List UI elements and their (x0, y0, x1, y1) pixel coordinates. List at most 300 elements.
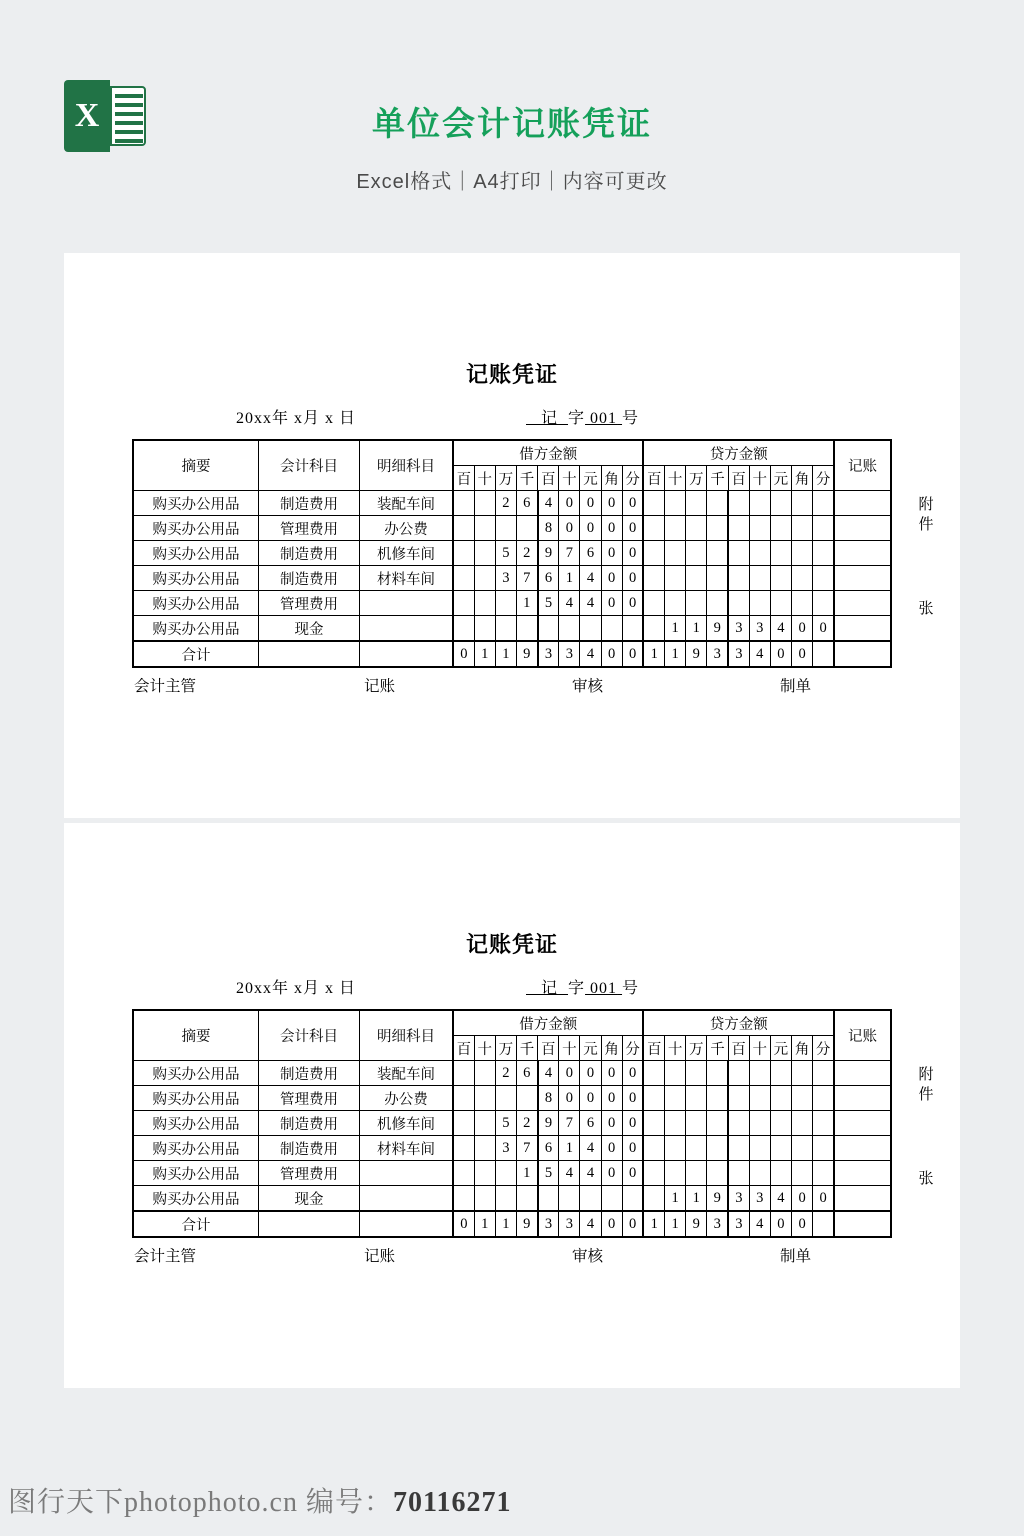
cell-digit: 0 (601, 491, 622, 516)
cell-digit (770, 566, 791, 591)
side-note-attachment: 附件 (918, 1067, 934, 1103)
cell-digit (749, 1136, 770, 1161)
cell-total-detail (360, 1211, 454, 1237)
signature-auditor: 审核 (572, 1248, 604, 1265)
voucher-number-prefix: 记 (541, 410, 559, 427)
cell-abstract: 购买办公用品 (133, 616, 259, 642)
cell-digit (707, 566, 728, 591)
cell-digit: 3 (495, 1136, 516, 1161)
cell-subject: 现金 (259, 616, 360, 642)
digit-header: 元 (770, 466, 791, 491)
cell-digit (728, 1136, 749, 1161)
cell-digit (770, 491, 791, 516)
cell-digit (813, 591, 834, 616)
cell-digit (728, 591, 749, 616)
cell-digit (665, 1136, 686, 1161)
cell-digit (474, 1161, 495, 1186)
cell-detail (360, 1161, 454, 1186)
cell-digit (453, 491, 474, 516)
cell-digit: 0 (813, 1186, 834, 1212)
col-register: 记账 (834, 440, 891, 491)
cell-digit: 0 (792, 616, 813, 642)
digit-header: 十 (474, 1036, 495, 1061)
cell-digit (622, 616, 643, 642)
cell-digit: 0 (601, 1086, 622, 1111)
cell-digit: 0 (622, 516, 643, 541)
cell-digit: 0 (601, 541, 622, 566)
cell-digit: 0 (601, 1111, 622, 1136)
cell-digit: 1 (665, 616, 686, 642)
cell-digit (792, 491, 813, 516)
cell-total-digit: 0 (601, 1211, 622, 1237)
cell-digit (686, 1086, 707, 1111)
cell-digit (643, 541, 664, 566)
cell-digit: 9 (707, 616, 728, 642)
cell-abstract: 购买办公用品 (133, 1161, 259, 1186)
cell-digit (813, 1086, 834, 1111)
cell-total-digit: 1 (474, 1211, 495, 1237)
signature-auditor: 审核 (572, 678, 604, 695)
voucher-number-suffix: 号 (622, 980, 640, 997)
watermark-text: 图行天下photophoto.cn 编号： (8, 1487, 393, 1518)
col-register: 记账 (834, 1010, 891, 1061)
table-header-row (133, 440, 891, 466)
cell-abstract: 购买办公用品 (133, 1061, 259, 1086)
voucher-number (526, 975, 639, 998)
cell-digit: 2 (516, 1111, 537, 1136)
cell-abstract: 购买办公用品 (133, 1111, 259, 1136)
cell-digit (580, 616, 601, 642)
cell-digit: 4 (559, 591, 580, 616)
table-row (133, 1061, 891, 1086)
cell-total-label: 合计 (133, 641, 259, 667)
cell-detail: 材料车间 (360, 566, 454, 591)
table-row (133, 616, 891, 642)
cell-digit (707, 1136, 728, 1161)
voucher-table-wrap-1 (132, 439, 934, 668)
cell-digit (749, 491, 770, 516)
col-credit: 贷方金额 (643, 440, 834, 466)
cell-digit: 2 (495, 491, 516, 516)
table-row (133, 1111, 891, 1136)
cell-digit (453, 1136, 474, 1161)
cell-total-digit: 9 (686, 641, 707, 667)
cell-digit (538, 1186, 559, 1212)
cell-digit (749, 1161, 770, 1186)
voucher-sheet-1 (64, 253, 960, 818)
cell-digit (453, 1086, 474, 1111)
cell-digit: 0 (580, 1061, 601, 1086)
cell-digit: 0 (601, 1061, 622, 1086)
table-row (133, 541, 891, 566)
cell-digit: 2 (516, 541, 537, 566)
cell-subject: 制造费用 (259, 566, 360, 591)
cell-total-digit: 4 (749, 641, 770, 667)
cell-digit: 4 (538, 491, 559, 516)
cell-detail: 装配车间 (360, 491, 454, 516)
cell-digit: 0 (559, 1061, 580, 1086)
cell-digit (516, 616, 537, 642)
cell-digit (728, 1111, 749, 1136)
cell-digit: 1 (559, 1136, 580, 1161)
digit-header: 十 (559, 466, 580, 491)
cell-digit (495, 1161, 516, 1186)
digit-header: 角 (601, 466, 622, 491)
table-row (133, 1186, 891, 1212)
voucher-sheet-2 (64, 823, 960, 1388)
cell-digit: 7 (559, 541, 580, 566)
digit-header: 万 (686, 466, 707, 491)
cell-digit: 0 (622, 491, 643, 516)
cell-digit: 0 (559, 491, 580, 516)
table-header-row (133, 1010, 891, 1036)
cell-digit: 4 (770, 1186, 791, 1212)
cell-digit (453, 1111, 474, 1136)
cell-detail: 办公费 (360, 516, 454, 541)
digit-header: 十 (665, 1036, 686, 1061)
cell-total-digit: 1 (665, 641, 686, 667)
cell-digit (813, 566, 834, 591)
cell-digit (728, 516, 749, 541)
cell-digit (474, 566, 495, 591)
digit-header: 千 (707, 466, 728, 491)
cell-digit (474, 616, 495, 642)
cell-digit: 0 (601, 1136, 622, 1161)
cell-digit (643, 1186, 664, 1212)
cell-detail (360, 591, 454, 616)
digit-header: 十 (474, 466, 495, 491)
voucher-number-mid: 字 (568, 410, 586, 427)
table-total-row (133, 1211, 891, 1237)
page-title: 单位会计记账凭证 (372, 105, 652, 142)
cell-digit (749, 1111, 770, 1136)
cell-digit (792, 566, 813, 591)
digit-header: 分 (813, 1036, 834, 1061)
cell-digit: 4 (559, 1161, 580, 1186)
digit-header: 百 (643, 1036, 664, 1061)
voucher-table-wrap-2 (132, 1009, 934, 1238)
cell-total-register (834, 1211, 891, 1237)
cell-digit: 0 (601, 591, 622, 616)
cell-total-digit: 0 (792, 641, 813, 667)
cell-subject: 现金 (259, 1186, 360, 1212)
cell-digit (707, 591, 728, 616)
col-detail: 明细科目 (360, 440, 454, 491)
cell-digit: 5 (495, 1111, 516, 1136)
cell-digit: 3 (749, 1186, 770, 1212)
digit-header: 千 (516, 466, 537, 491)
cell-total-subject (259, 1211, 360, 1237)
cell-total-digit: 0 (453, 1211, 474, 1237)
cell-digit (643, 516, 664, 541)
cell-register (834, 516, 891, 541)
digit-header: 角 (792, 466, 813, 491)
signature-chief: 会计主管 (134, 678, 197, 695)
cell-digit: 7 (516, 1136, 537, 1161)
cell-total-digit: 0 (622, 1211, 643, 1237)
digit-header: 千 (516, 1036, 537, 1061)
cell-digit (622, 1186, 643, 1212)
cell-digit (770, 1061, 791, 1086)
cell-subject: 制造费用 (259, 1136, 360, 1161)
col-subject: 会计科目 (259, 440, 360, 491)
cell-digit: 0 (622, 1061, 643, 1086)
cell-digit (770, 1086, 791, 1111)
cell-subject: 制造费用 (259, 1111, 360, 1136)
voucher-date: 20xx年 x月 x 日 (236, 980, 357, 997)
cell-total-digit (813, 641, 834, 667)
col-abstract: 摘要 (133, 1010, 259, 1061)
cell-digit (770, 1111, 791, 1136)
cell-digit (770, 1136, 791, 1161)
voucher-title: 记账凭证 (465, 363, 558, 388)
cell-digit: 0 (559, 516, 580, 541)
cell-digit: 9 (538, 1111, 559, 1136)
digit-header: 万 (495, 1036, 516, 1061)
cell-digit (516, 516, 537, 541)
cell-digit: 0 (601, 566, 622, 591)
cell-digit (516, 1186, 537, 1212)
cell-digit (686, 1111, 707, 1136)
cell-digit: 3 (728, 1186, 749, 1212)
cell-digit (728, 1086, 749, 1111)
cell-digit: 2 (495, 1061, 516, 1086)
cell-detail: 材料车间 (360, 1136, 454, 1161)
cell-digit (580, 1186, 601, 1212)
cell-abstract: 购买办公用品 (133, 566, 259, 591)
cell-total-digit: 3 (707, 641, 728, 667)
cell-digit: 7 (559, 1111, 580, 1136)
cell-digit (538, 616, 559, 642)
col-subject: 会计科目 (259, 1010, 360, 1061)
cell-digit: 4 (580, 1136, 601, 1161)
cell-digit (495, 1086, 516, 1111)
cell-abstract: 购买办公用品 (133, 1186, 259, 1212)
cell-digit (474, 1136, 495, 1161)
voucher-number (526, 405, 639, 428)
digit-header: 角 (601, 1036, 622, 1061)
signature-row (132, 1244, 892, 1270)
cell-digit: 6 (580, 1111, 601, 1136)
cell-digit (643, 1136, 664, 1161)
cell-digit (665, 541, 686, 566)
cell-digit: 1 (686, 1186, 707, 1212)
cell-register (834, 616, 891, 642)
cell-digit (474, 516, 495, 541)
voucher-meta (64, 975, 960, 1009)
cell-digit (453, 616, 474, 642)
cell-digit (495, 1186, 516, 1212)
cell-digit (665, 1086, 686, 1111)
table-row (133, 516, 891, 541)
digit-header: 分 (622, 1036, 643, 1061)
cell-digit (770, 1161, 791, 1186)
cell-digit: 4 (580, 1161, 601, 1186)
cell-digit (707, 1061, 728, 1086)
cell-subject: 管理费用 (259, 591, 360, 616)
cell-register (834, 541, 891, 566)
cell-digit (665, 1061, 686, 1086)
voucher-number-value: 001 (590, 980, 618, 997)
signature-bookkeeper: 记账 (364, 1248, 396, 1265)
digit-header: 万 (495, 466, 516, 491)
cell-digit (686, 1161, 707, 1186)
excel-logo-icon (64, 80, 146, 152)
cell-total-digit: 1 (643, 641, 664, 667)
cell-digit (643, 616, 664, 642)
cell-digit: 6 (580, 541, 601, 566)
page-subtitle: Excel格式｜A4打印｜内容可更改 (356, 171, 668, 193)
cell-digit (707, 516, 728, 541)
cell-digit: 8 (538, 1086, 559, 1111)
cell-digit: 7 (516, 566, 537, 591)
cell-detail: 办公费 (360, 1086, 454, 1111)
cell-total-detail (360, 641, 454, 667)
cell-digit: 5 (495, 541, 516, 566)
cell-digit (665, 566, 686, 591)
voucher-date: 20xx年 x月 x 日 (236, 410, 357, 427)
cell-detail (360, 1186, 454, 1212)
cell-digit: 5 (538, 1161, 559, 1186)
cell-digit (643, 566, 664, 591)
cell-digit (686, 591, 707, 616)
cell-total-subject (259, 641, 360, 667)
cell-total-digit: 3 (559, 1211, 580, 1237)
cell-total-digit: 1 (495, 641, 516, 667)
cell-digit (686, 541, 707, 566)
cell-digit: 0 (622, 1086, 643, 1111)
signature-row (132, 674, 892, 700)
cell-total-digit: 3 (728, 1211, 749, 1237)
table-row (133, 1136, 891, 1161)
cell-digit (453, 1161, 474, 1186)
cell-total-digit: 9 (516, 641, 537, 667)
cell-digit (474, 1111, 495, 1136)
voucher-number-mid: 字 (568, 980, 586, 997)
cell-digit (453, 541, 474, 566)
cell-digit (728, 566, 749, 591)
cell-digit (749, 1086, 770, 1111)
cell-total-digit: 0 (770, 1211, 791, 1237)
cell-total-digit: 4 (580, 1211, 601, 1237)
cell-digit: 1 (516, 591, 537, 616)
voucher-number-value: 001 (590, 410, 618, 427)
cell-digit (792, 1136, 813, 1161)
col-debit: 借方金额 (453, 440, 643, 466)
digit-header: 十 (749, 466, 770, 491)
excel-logo-letter: X (64, 80, 110, 152)
cell-digit (749, 566, 770, 591)
cell-digit: 1 (516, 1161, 537, 1186)
cell-detail: 装配车间 (360, 1061, 454, 1086)
footer-watermark (0, 1480, 1024, 1526)
cell-digit (474, 1086, 495, 1111)
cell-abstract: 购买办公用品 (133, 1086, 259, 1111)
cell-total-digit: 3 (538, 641, 559, 667)
cell-digit (792, 516, 813, 541)
cell-digit (728, 1161, 749, 1186)
voucher-meta (64, 405, 960, 439)
cell-digit (813, 1061, 834, 1086)
cell-digit: 8 (538, 516, 559, 541)
cell-digit (559, 616, 580, 642)
cell-digit: 3 (728, 616, 749, 642)
cell-register (834, 1161, 891, 1186)
cell-total-digit: 3 (707, 1211, 728, 1237)
signature-preparer: 制单 (780, 1248, 812, 1265)
cell-digit (749, 541, 770, 566)
voucher-number-suffix: 号 (622, 410, 640, 427)
cell-digit: 0 (601, 516, 622, 541)
cell-digit: 4 (538, 1061, 559, 1086)
side-note-sheets: 张 (918, 1171, 934, 1187)
cell-digit (813, 541, 834, 566)
cell-register (834, 566, 891, 591)
cell-register (834, 491, 891, 516)
digit-header: 十 (559, 1036, 580, 1061)
cell-register (834, 591, 891, 616)
cell-digit: 5 (538, 591, 559, 616)
cell-digit (707, 1111, 728, 1136)
digit-header: 元 (580, 1036, 601, 1061)
cell-digit (516, 1086, 537, 1111)
cell-subject: 管理费用 (259, 1086, 360, 1111)
cell-total-digit: 4 (749, 1211, 770, 1237)
cell-abstract: 购买办公用品 (133, 516, 259, 541)
cell-digit (474, 541, 495, 566)
digit-header: 十 (665, 466, 686, 491)
cell-digit (559, 1186, 580, 1212)
cell-digit (813, 1136, 834, 1161)
cell-digit: 6 (538, 1136, 559, 1161)
cell-digit: 1 (559, 566, 580, 591)
digit-header: 分 (622, 466, 643, 491)
cell-digit (495, 616, 516, 642)
cell-digit (474, 591, 495, 616)
cell-digit: 0 (559, 1086, 580, 1111)
cell-register (834, 1061, 891, 1086)
digit-header: 百 (643, 466, 664, 491)
cell-digit (792, 541, 813, 566)
cell-digit: 6 (516, 491, 537, 516)
cell-digit (749, 1061, 770, 1086)
cell-digit (792, 1061, 813, 1086)
cell-detail: 机修车间 (360, 541, 454, 566)
table-total-row (133, 641, 891, 667)
cell-digit (792, 1111, 813, 1136)
cell-total-digit: 9 (516, 1211, 537, 1237)
cell-digit (643, 1161, 664, 1186)
cell-digit (707, 491, 728, 516)
cell-abstract: 购买办公用品 (133, 591, 259, 616)
cell-digit (728, 491, 749, 516)
cell-digit: 1 (686, 616, 707, 642)
cell-digit (643, 1061, 664, 1086)
cell-digit (665, 1111, 686, 1136)
cell-total-digit: 9 (686, 1211, 707, 1237)
cell-register (834, 1086, 891, 1111)
cell-detail (360, 616, 454, 642)
cell-digit: 6 (538, 566, 559, 591)
cell-digit (665, 491, 686, 516)
cell-total-digit: 1 (643, 1211, 664, 1237)
cell-digit (813, 491, 834, 516)
cell-digit (813, 1161, 834, 1186)
cell-register (834, 1186, 891, 1212)
cell-digit (686, 566, 707, 591)
cell-total-digit: 3 (728, 641, 749, 667)
cell-total-label: 合计 (133, 1211, 259, 1237)
